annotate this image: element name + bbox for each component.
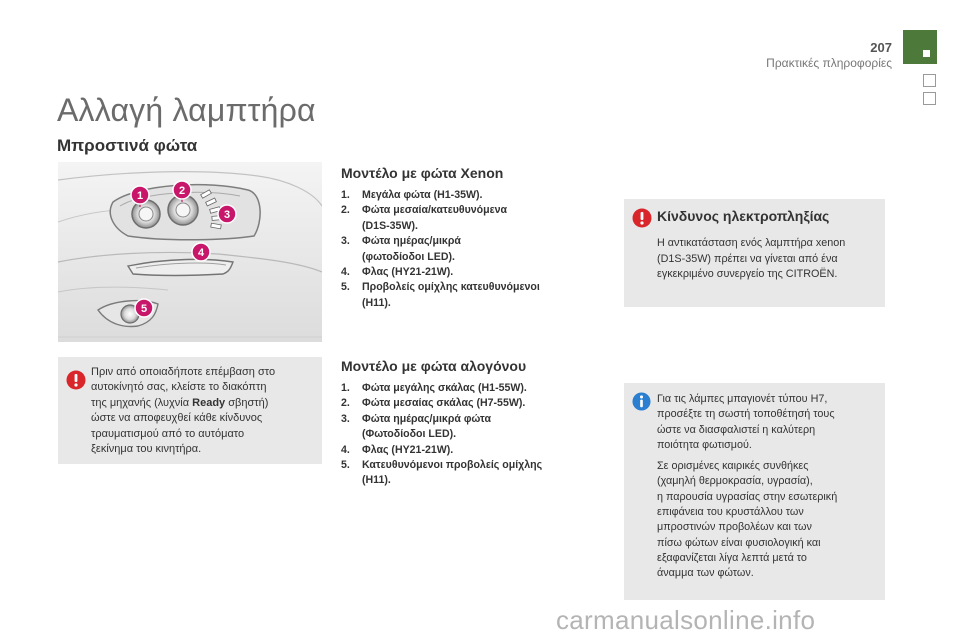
warning-line: ξεκίνημα του κινητήρα. bbox=[91, 443, 202, 456]
danger-heading: Κίνδυνος ηλεκτροπληξίας bbox=[657, 208, 830, 224]
watermark: carmanualsonline.info bbox=[556, 605, 816, 635]
list-item-number: 3. bbox=[341, 412, 350, 425]
info-panel bbox=[624, 383, 885, 600]
warning-line: Πριν από οποιαδήποτε επέμβαση στο bbox=[91, 366, 276, 378]
halogen-bulb-list bbox=[341, 381, 591, 489]
danger-line: Η αντικατάσταση ενός λαμπτήρα xenon bbox=[657, 237, 846, 249]
info-paragraph-1 bbox=[657, 392, 881, 453]
warning-line bbox=[91, 396, 316, 411]
danger-text bbox=[657, 236, 881, 283]
xenon-heading: Μοντέλο με φώτα Xenon bbox=[341, 165, 504, 181]
info-icon bbox=[632, 392, 651, 411]
list-item-line: Φώτα μεσαία/κατευθυνόμενα bbox=[362, 204, 508, 217]
list-item-number: 3. bbox=[341, 235, 350, 248]
xenon-bulb-list bbox=[341, 188, 591, 311]
warning-text bbox=[91, 365, 316, 457]
list-item-text bbox=[362, 188, 591, 203]
list-item bbox=[341, 188, 591, 203]
info-line: η παρουσία υγρασίας στην εσωτερική bbox=[657, 490, 838, 503]
list-item-line: (D1S-35W). bbox=[362, 219, 418, 232]
info-line: άναμμα των φώτων. bbox=[657, 567, 754, 580]
danger-line: εγκεκριμένο συνεργείο της CITROËN. bbox=[657, 268, 838, 281]
info-line: ποιότητα φωτισμού. bbox=[657, 438, 752, 451]
list-item bbox=[341, 458, 591, 489]
list-item-number: 4. bbox=[341, 266, 350, 279]
ready-indicator-label: Ready bbox=[192, 396, 226, 409]
illustration-callout bbox=[218, 205, 236, 223]
list-item-number: 2. bbox=[341, 204, 350, 217]
list-item-text bbox=[362, 280, 591, 311]
list-item bbox=[341, 265, 591, 280]
list-item-line: (H11). bbox=[362, 474, 391, 487]
section-marker-box bbox=[923, 74, 936, 87]
info-line: Σε ορισμένες καιρικές συνθήκες bbox=[657, 460, 809, 473]
list-item-text bbox=[362, 443, 591, 458]
warning-line-part: σβηστή) bbox=[225, 396, 269, 409]
callout-3-label: 3 bbox=[223, 209, 231, 221]
list-item bbox=[341, 280, 591, 311]
list-item-line: Φώτα ημέρας/μικρά φώτα bbox=[362, 412, 492, 425]
list-item-line: Φλας (HY21-21W). bbox=[362, 266, 454, 279]
section-subtitle: Μπροστινά φώτα bbox=[57, 136, 198, 155]
callout-1-label: 1 bbox=[136, 190, 144, 202]
list-item-line: Φώτα ημέρας/μικρά bbox=[362, 235, 461, 248]
warning-panel bbox=[58, 357, 322, 464]
warning-line: ώστε να αποφευχθεί κάθε κίνδυνος bbox=[91, 412, 263, 425]
info-line: προσέξτε τη σωστή τοποθέτησή τους bbox=[657, 408, 835, 421]
list-item-text bbox=[362, 458, 591, 489]
list-item-line: Φώτα μεγάλης σκάλας (H1-55W). bbox=[362, 382, 527, 394]
section-label: Πρακτικές πληροφορίες bbox=[766, 56, 892, 70]
list-item-text bbox=[362, 234, 591, 265]
list-item-number: 1. bbox=[341, 382, 350, 394]
danger-line: (D1S-35W) πρέπει να γίνεται από ένα bbox=[657, 252, 838, 265]
info-paragraph-2 bbox=[657, 459, 881, 581]
callout-5-label: 5 bbox=[140, 303, 148, 315]
illustration-callout bbox=[135, 299, 153, 317]
warning-line: αυτοκίνητό σας, κλείστε το διακόπτη bbox=[91, 381, 267, 394]
warning-line: τραυματισμού από το αυτόματο bbox=[91, 427, 245, 440]
list-item-line: (φωτοδίοδοι LED). bbox=[362, 250, 455, 263]
info-line: Για τις λάμπες μπαγιονέτ τύπου H7, bbox=[657, 393, 828, 405]
info-line: ώστε να διασφαλιστεί η καλύτερη bbox=[657, 423, 816, 436]
list-item-line: Φλας (HY21-21W). bbox=[362, 443, 454, 456]
list-item-number: 5. bbox=[341, 281, 350, 294]
info-line: εξαφανίζεται λίγα λεπτά μετά το bbox=[657, 551, 807, 564]
list-item-text bbox=[362, 412, 591, 443]
page-number: 207 bbox=[870, 40, 892, 55]
info-line: (χαμηλή θερμοκρασία, υγρασία), bbox=[657, 475, 813, 488]
electric-shock-panel bbox=[624, 199, 885, 307]
list-item bbox=[341, 412, 591, 443]
list-item-text bbox=[362, 396, 591, 411]
list-item bbox=[341, 234, 591, 265]
list-item-number: 4. bbox=[341, 443, 350, 456]
headlight-illustration bbox=[58, 162, 322, 342]
page-title: Αλλαγή λαμπτήρα bbox=[57, 92, 316, 128]
callout-2-label: 2 bbox=[178, 185, 186, 197]
info-line: πίσω φώτων είναι φυσιολογική και bbox=[657, 536, 821, 549]
list-item-number: 5. bbox=[341, 459, 350, 472]
list-item-line: (H11). bbox=[362, 296, 391, 309]
illustration-callout bbox=[192, 243, 210, 261]
warning-icon bbox=[632, 208, 652, 228]
list-item-number: 1. bbox=[341, 189, 350, 201]
info-text bbox=[657, 392, 881, 582]
list-item-line: Κατευθυνόμενοι προβολείς ομίχλης bbox=[362, 459, 543, 472]
warning-icon bbox=[66, 370, 86, 390]
halogen-heading: Μοντέλο με φώτα αλογόνου bbox=[341, 358, 527, 374]
info-line: μπροστινών προβολέων και των bbox=[657, 521, 812, 534]
info-line: επιφάνεια του κρυστάλλου των bbox=[657, 506, 804, 519]
list-item-text bbox=[362, 265, 591, 280]
list-item-line: (Φωτοδίοδοι LED). bbox=[362, 428, 457, 441]
list-item bbox=[341, 443, 591, 458]
list-item bbox=[341, 381, 591, 396]
list-item-number: 2. bbox=[341, 397, 350, 410]
callout-4-label: 4 bbox=[197, 247, 205, 259]
list-item-line: Προβολείς ομίχλης κατευθυνόμενοι bbox=[362, 281, 540, 294]
section-marker-box bbox=[923, 92, 936, 105]
section-tab-marker bbox=[903, 30, 937, 64]
list-item-line: Φώτα μεσαίας σκάλας (H7-55W). bbox=[362, 397, 526, 410]
list-item bbox=[341, 203, 591, 234]
warning-line-part: της μηχανής (λυχνία bbox=[91, 396, 193, 409]
list-item bbox=[341, 396, 591, 411]
list-item-text bbox=[362, 203, 591, 234]
list-item-text bbox=[362, 381, 591, 396]
list-item-line: Μεγάλα φώτα (H1-35W). bbox=[362, 189, 483, 201]
